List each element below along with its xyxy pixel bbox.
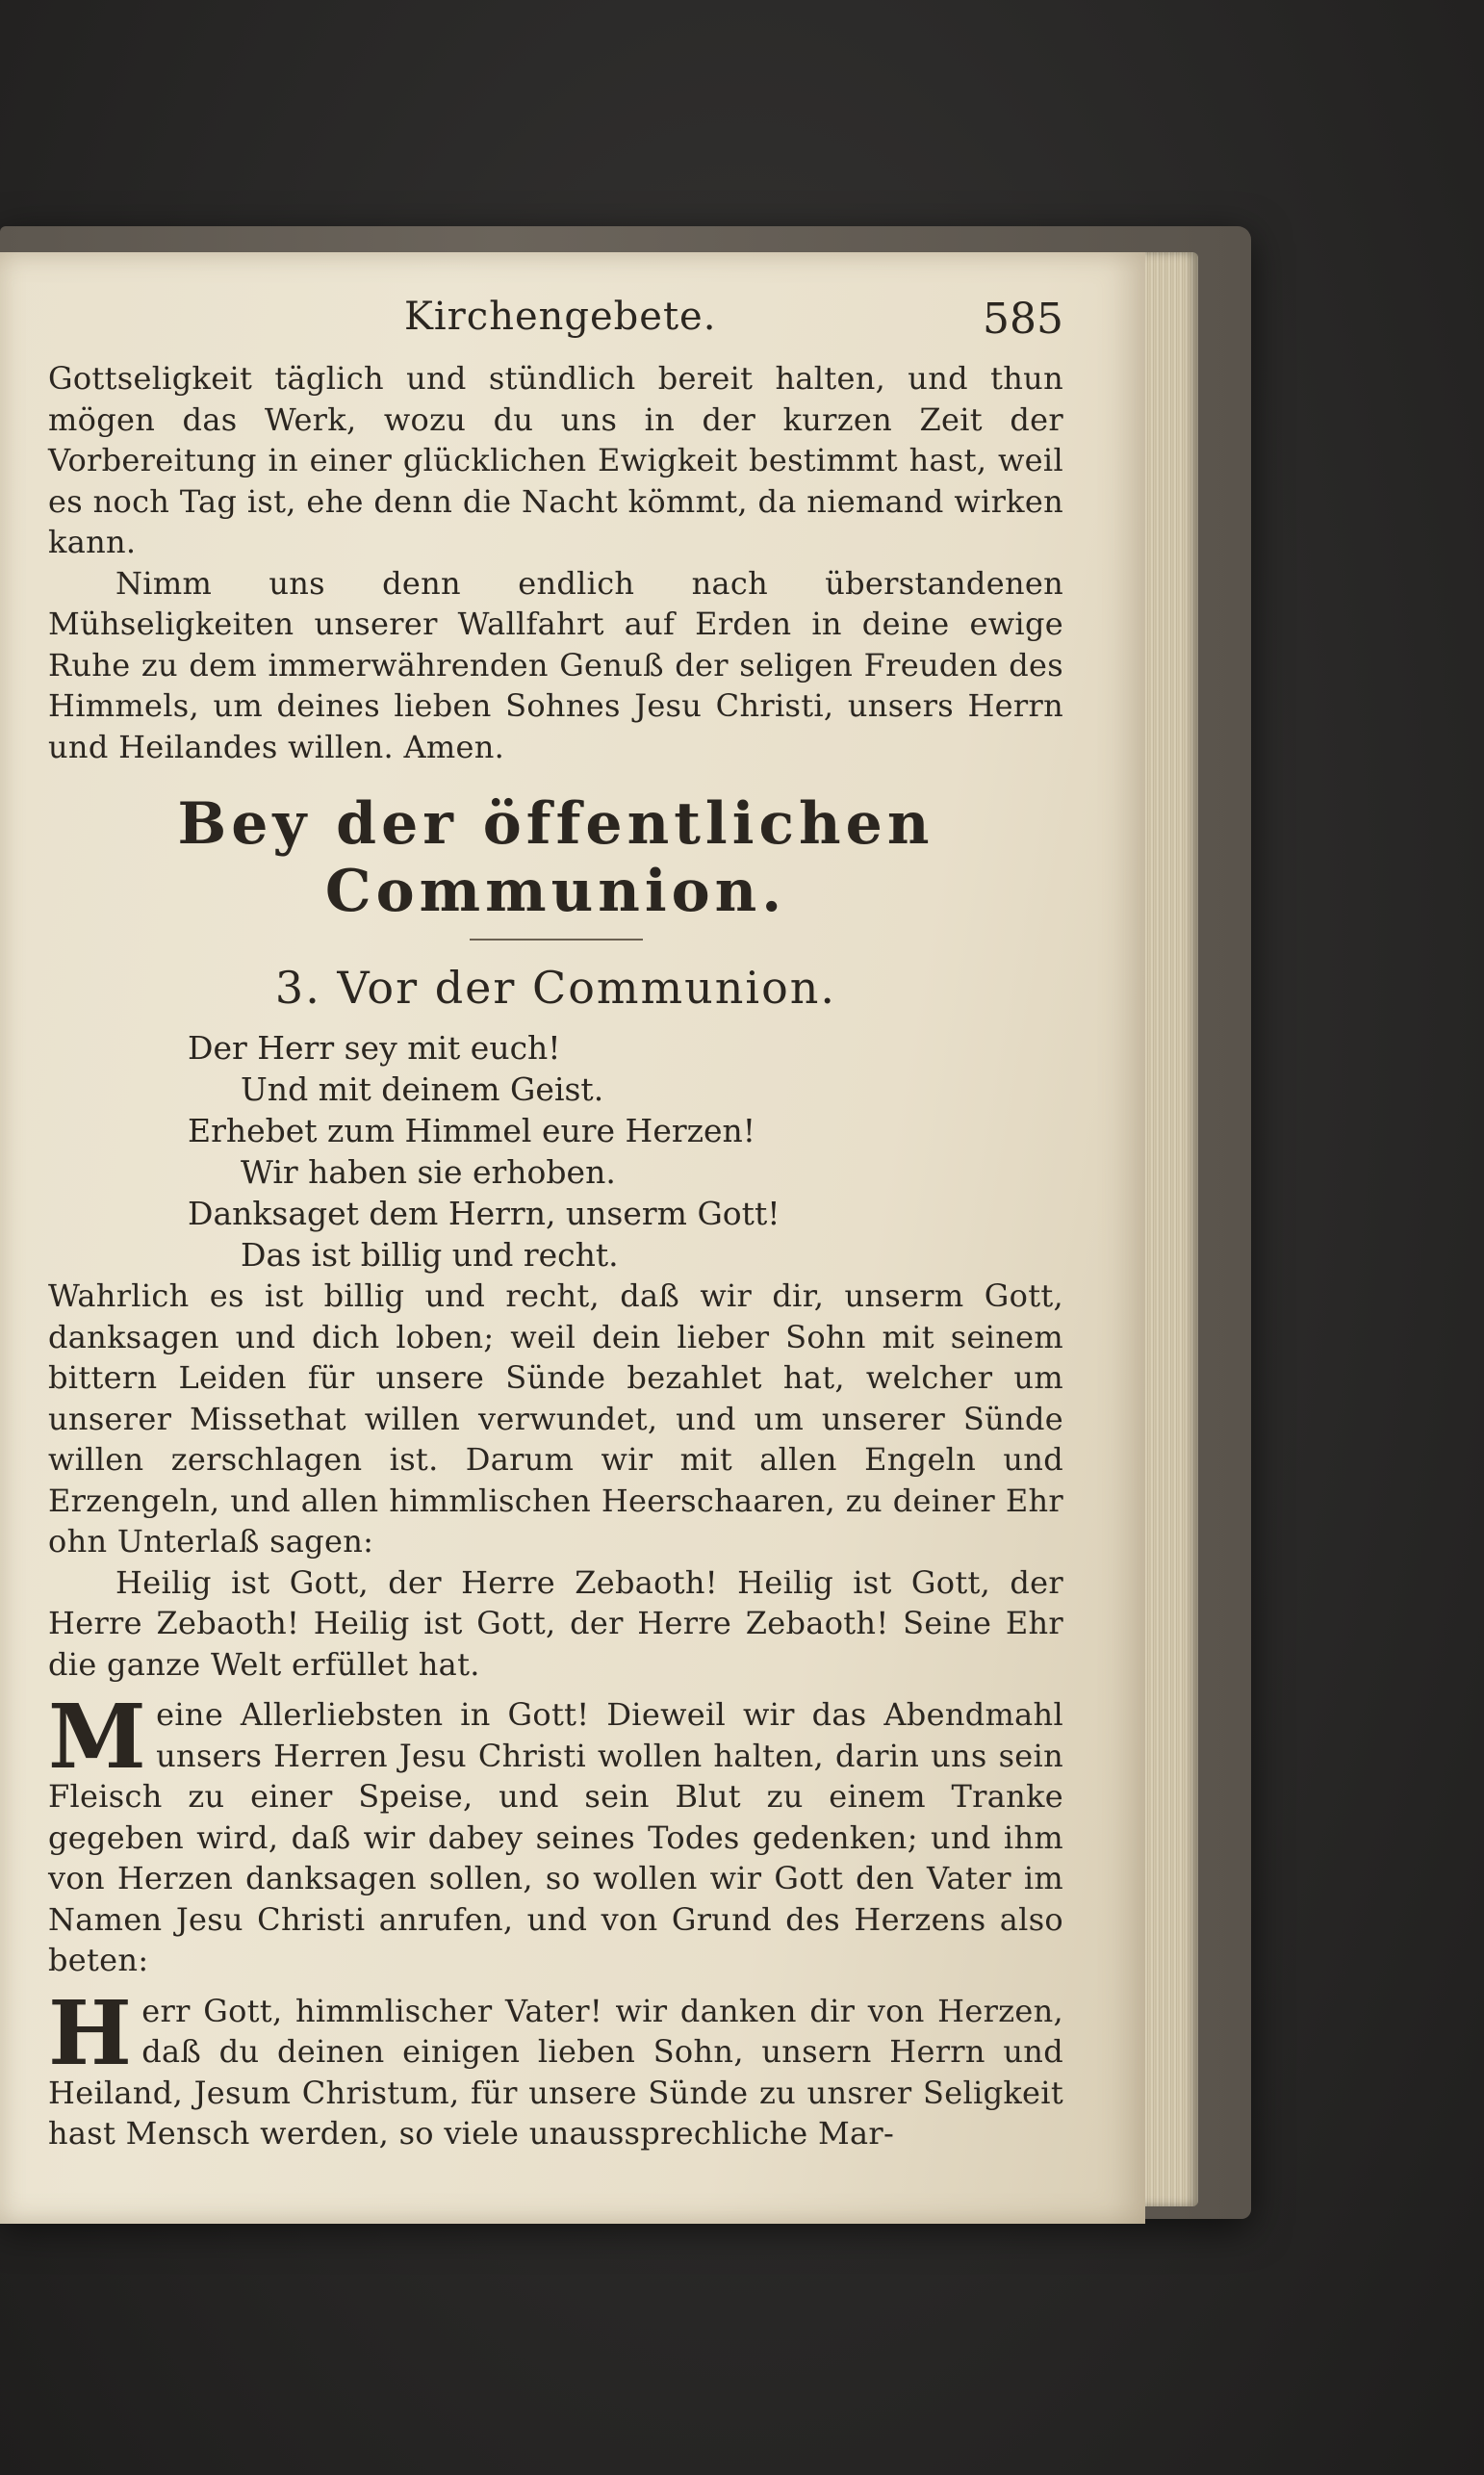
paragraph-1: Gottseligkeit täglich und stündlich bereit halten, und thun mögen das Werk, wozu du uns in der kurzen Zeit der Vorbereitung in einer glücklichen Ewigkeit bestimmt hast, weil es noch Tag ist, ehe denn die Nacht kömmt, da niemand wirken kann. [48,360,1063,560]
liturgy-line: Der Herr sey mit euch! [188,1029,561,1067]
liturgy-line: Das ist billig und recht. [241,1236,619,1274]
paragraph-3: Wahrlich es ist billig und recht, daß wir dir, unserm Gott, danksagen und dich loben; weil dein lieber Sohn mit seinem bittern Leiden für unsere Sünde bezahlet hat, welcher um unserer Missethat willen verwundet, und um unserer Sünde willen zerschlagen ist. Darum wir mit allen Engeln und Erzengeln, und allen himmlischen Heerschaaren, zu deiner Ehr ohn Unterlaß sagen: [48,1277,1063,1560]
liturgy-block [48,1027,1063,1276]
drop-cap: M [48,1685,147,1789]
liturgy-line: Danksaget dem Herrn, unserm Gott! [188,1195,780,1232]
page-text-block [48,291,1063,2154]
running-head: Kirchengebete. [404,295,717,339]
heading-rule [470,939,643,941]
paragraph-5 [48,1685,1063,1981]
paragraph-2: Nimm uns denn endlich nach überstandenen Mühseligkeiten unserer Wallfahrt auf Erden in deine ewige Ruhe zu dem immerwährenden Genuß der seligen Freuden des Himmels, um deines lieben Sohnes Jesu Christi, unsers Herrn und Heilandes willen. Amen. [48,564,1063,765]
drop-cap: H [48,1980,133,2085]
page-header [48,291,1063,358]
liturgy-line: Wir haben sie erhoben. [241,1153,616,1191]
page-number: 585 [983,295,1063,344]
liturgy-line: Und mit deinem Geist. [241,1070,604,1108]
paragraph-5-text: eine Allerliebsten in Gott! Dieweil wir das Abendmahl unsers Herren Jesu Christi wollen halten, darin uns sein Fleisch zu einer Speise, und sein Blut zu einem Tranke gegeben wird, daß wir dabey seines Todes gedenken; und ihm von Herzen danksagen sollen, so wollen wir Gott den Vater im Namen Jesu Christi anrufen, und von Grund des Herzens also beten: [48,1696,1063,1978]
paragraph-4: Heilig ist Gott, der Herre Zebaoth! Heilig ist Gott, der Herre Zebaoth! Heilig ist Gott, der Herre Zebaoth! Seine Ehr die ganze Welt erfüllet hat. [48,1563,1063,1683]
section-heading: Bey der öffentlichen Communion. [177,790,934,925]
book-page [0,252,1145,2224]
paragraph-6 [48,1980,1063,2154]
sub-heading: 3. Vor der Communion. [274,962,837,1014]
paragraph-6-text: err Gott, himmlischer Vater! wir danken dir von Herzen, daß du deinen einigen lieben Sohn, unsern Herrn und Heiland, Jesum Christum, für unsere Sünde zu unsrer Seligkeit hast Mensch werden, so viele unaussprechliche Mar- [48,1992,1063,2152]
liturgy-line: Erhebet zum Himmel eure Herzen! [188,1112,756,1149]
